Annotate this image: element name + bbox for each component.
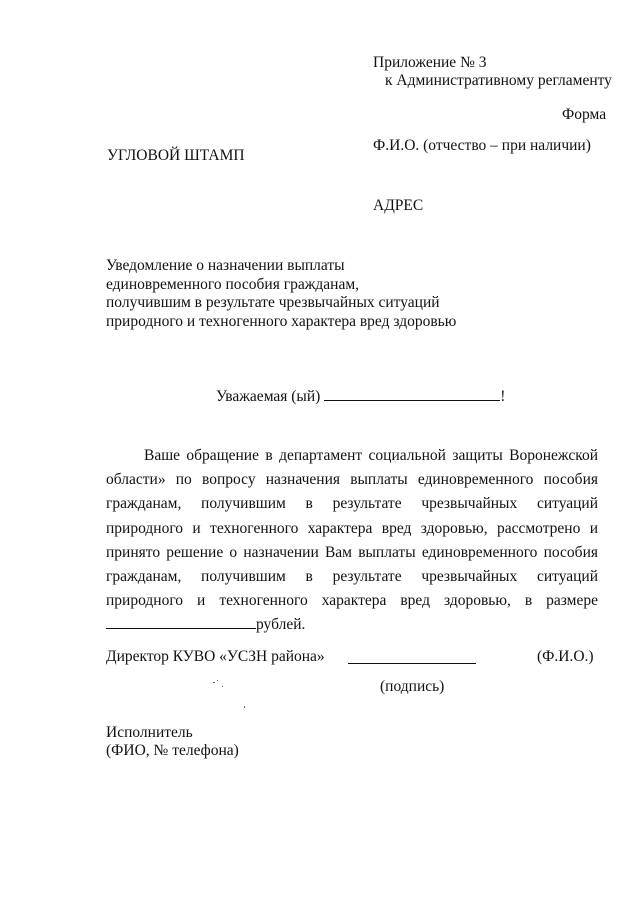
recipient-name-label: Ф.И.О. (отчество – при наличии): [373, 137, 591, 154]
notice-title: [106, 257, 456, 331]
notice-title-line-1: Уведомление о назначении выплаты: [106, 257, 345, 274]
recipient-address-label: АДРЕС: [373, 197, 424, 214]
form-label: Форма: [562, 106, 607, 123]
recipient-name-blank: [324, 399, 500, 401]
appendix-number: Приложение № 3: [373, 54, 487, 71]
notice-title-line-2: единовременного пособия гражданам,: [106, 275, 360, 293]
appendix-reference: к Административному регламенту: [385, 72, 612, 89]
scan-speck: [213, 682, 215, 683]
amount-blank: [106, 627, 256, 629]
body-text: Ваше обращение в департамент социальной защиты Воронежской области» по вопросу назначения выплаты единовременного пособия гражданам, получившим в результате чрезвычайных ситуаций природного и техногенного характера вред здоровью, рассмотрено и принято решение о назначении Вам выплаты единовременного пособия гражданам, получившим в результате чрезвычайных ситуаций природного и техногенного характера вред здоровью, в размере: [106, 447, 598, 610]
notice-title-line-3: получившим в результате чрезвычайных ситуаций: [106, 294, 440, 312]
signature-label: (подпись): [380, 678, 445, 695]
salutation: [216, 388, 505, 407]
amount-suffix: рублей.: [256, 616, 306, 634]
scan-speck: [217, 680, 218, 681]
salutation-suffix: !: [500, 388, 506, 405]
salutation-prefix: Уважаемая (ый): [216, 388, 321, 405]
director-position: Директор КУВО «УСЗН района»: [106, 648, 325, 665]
executor-contact-label: (ФИО, № телефона): [106, 742, 239, 759]
scan-speck: [222, 686, 223, 687]
corner-stamp-label: УГЛОВОЙ ШТАМП: [107, 147, 245, 164]
body-paragraph: [106, 444, 598, 638]
scan-speck: [244, 706, 245, 708]
executor-label: Исполнитель: [106, 724, 193, 741]
notice-title-line-4: природного и техногенного характера вред здоровью: [106, 312, 457, 330]
signature-blank: [348, 662, 476, 664]
director-name-label: (Ф.И.О.): [537, 648, 594, 665]
